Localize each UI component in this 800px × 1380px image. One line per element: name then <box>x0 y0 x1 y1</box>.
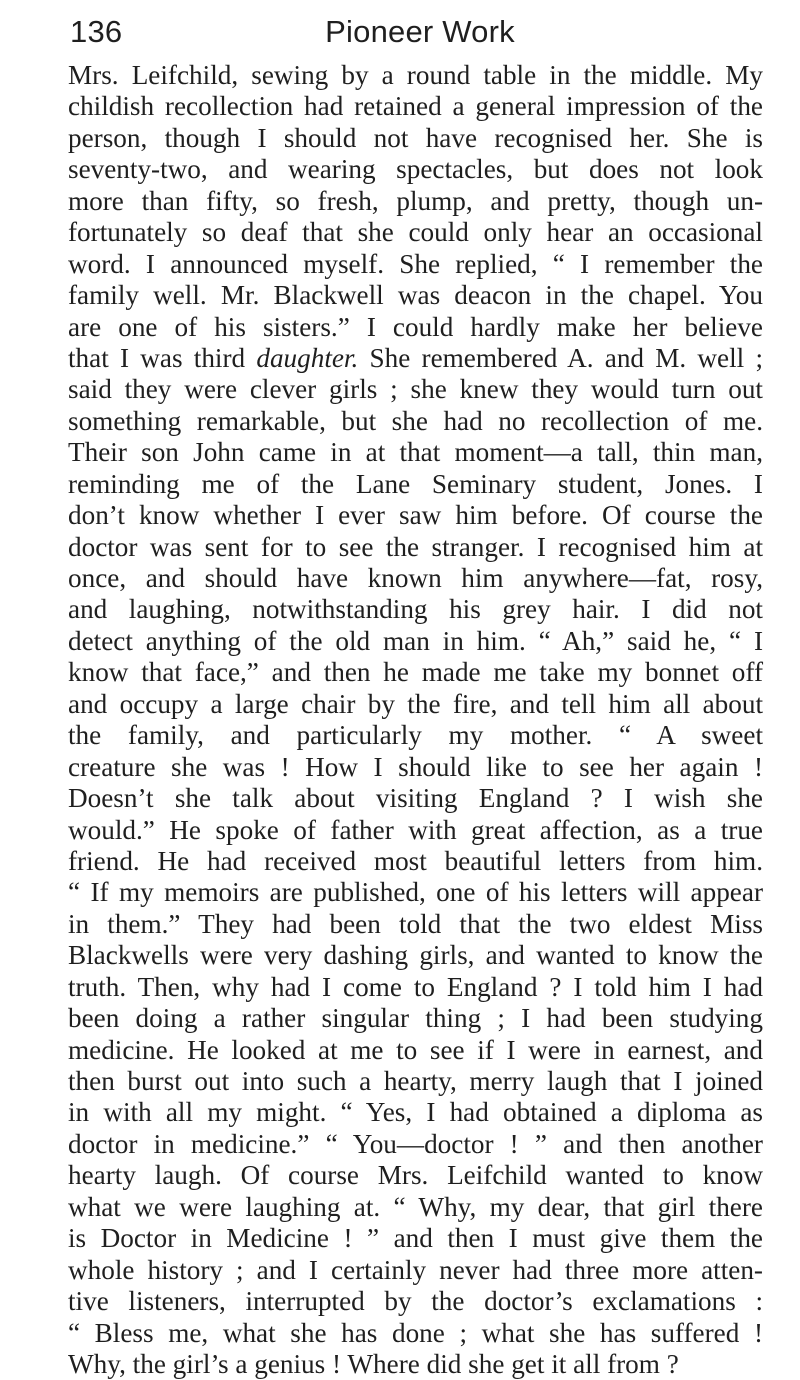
text-line: hearty laugh. Of course Mrs. Leifchild wanted to know <box>68 1160 763 1191</box>
text-line: doctor in medicine.” “ You—doctor ! ” and then another <box>68 1128 763 1159</box>
text-line: Doesn’t she talk about visiting England ? I wish she <box>68 783 763 814</box>
text-line: “ If my memoirs are published, one of his letters will appear <box>68 877 763 908</box>
text-line: creature she was ! How I should like to see her again ! <box>68 751 763 782</box>
running-head <box>70 14 760 58</box>
text-line: don’t know whether I ever saw him before. Of course the <box>68 500 763 531</box>
text-line: Their son John came in at that moment—a tall, thin man, <box>68 437 763 468</box>
text-line: said they were clever girls ; she knew they would turn out <box>68 374 763 405</box>
text-line: in them.” They had been told that the two eldest Miss <box>68 908 763 939</box>
text-line: something remarkable, but she had no recollection of me. <box>68 405 763 436</box>
text-line: tive listeners, interrupted by the doctor’s exclamations : <box>68 1286 763 1317</box>
text-line: know that face,” and then he made me take my bonnet off <box>68 657 763 688</box>
text-line: whole history ; and I certainly never had three more atten- <box>68 1254 763 1285</box>
text-line: seventy-two, and wearing spectacles, but does not look <box>68 154 763 185</box>
text-line: medicine. He looked at me to see if I were in earnest, and <box>68 1034 763 1065</box>
text-line: “ Bless me, what she has done ; what she has suffered ! <box>68 1317 763 1348</box>
text-line: Blackwells were very dashing girls, and wanted to know the <box>68 940 763 971</box>
text-line: Why, the girl’s a genius ! Where did she get it all from ? <box>68 1348 679 1379</box>
text-line: reminding me of the Lane Seminary student, Jones. I <box>68 468 763 499</box>
text-line: what we were laughing at. “ Why, my dear, that girl there <box>68 1191 763 1222</box>
italic-word: daughter. <box>256 342 359 373</box>
text-line: doctor was sent for to see the stranger. I recognised him at <box>68 531 763 562</box>
text-line: family well. Mr. Blackwell was deacon in the chapel. You <box>68 280 763 311</box>
text-line: detect anything of the old man in him. “ Ah,” said he, “ I <box>68 625 763 656</box>
text-line: word. I announced myself. She replied, “ I remember the <box>68 248 763 279</box>
text-line: friend. He had received most beautiful letters from him. <box>68 845 763 876</box>
text-line: more than fifty, so fresh, plump, and pretty, though un- <box>68 185 763 216</box>
text-line: once, and should have known him anywhere—fat, rosy, <box>68 563 763 593</box>
text-line: childish recollection had retained a general impression of the <box>68 91 763 122</box>
page-number: 136 <box>70 14 123 49</box>
text-line: been doing a rather singular thing ; I had been studying <box>68 1003 763 1034</box>
text-line: truth. Then, why had I come to England ? I told him I had <box>68 971 763 1002</box>
text-line: are one of his sisters.” I could hardly make her believe <box>68 311 763 342</box>
text-line: Mrs. Leifchild, sewing by a round table in the middle. My <box>68 60 763 90</box>
text-line: is Doctor in Medicine ! ” and then I must give them the <box>68 1223 763 1254</box>
text-line: and laughing, notwithstanding his grey hair. I did not <box>68 594 763 625</box>
text-segment: that I was third <box>68 342 257 373</box>
text-line: fortunately so deaf that she could only hear an occasional <box>68 217 763 248</box>
text-segment: She remembered A. and M. well ; <box>358 342 763 373</box>
text-line <box>68 343 763 374</box>
running-title: Pioneer Work <box>325 14 515 49</box>
text-line: in with all my might. “ Yes, I had obtained a diploma as <box>68 1097 763 1128</box>
text-line: then burst out into such a hearty, merry laugh that I joined <box>68 1066 763 1096</box>
text-line: would.” He spoke of father with great affection, as a true <box>68 814 763 845</box>
text-line: and occupy a large chair by the fire, and tell him all about <box>68 688 763 719</box>
body-text <box>68 60 763 1380</box>
text-line: the family, and particularly my mother. “ A sweet <box>68 720 763 751</box>
text-line: person, though I should not have recognised her. She is <box>68 122 763 153</box>
